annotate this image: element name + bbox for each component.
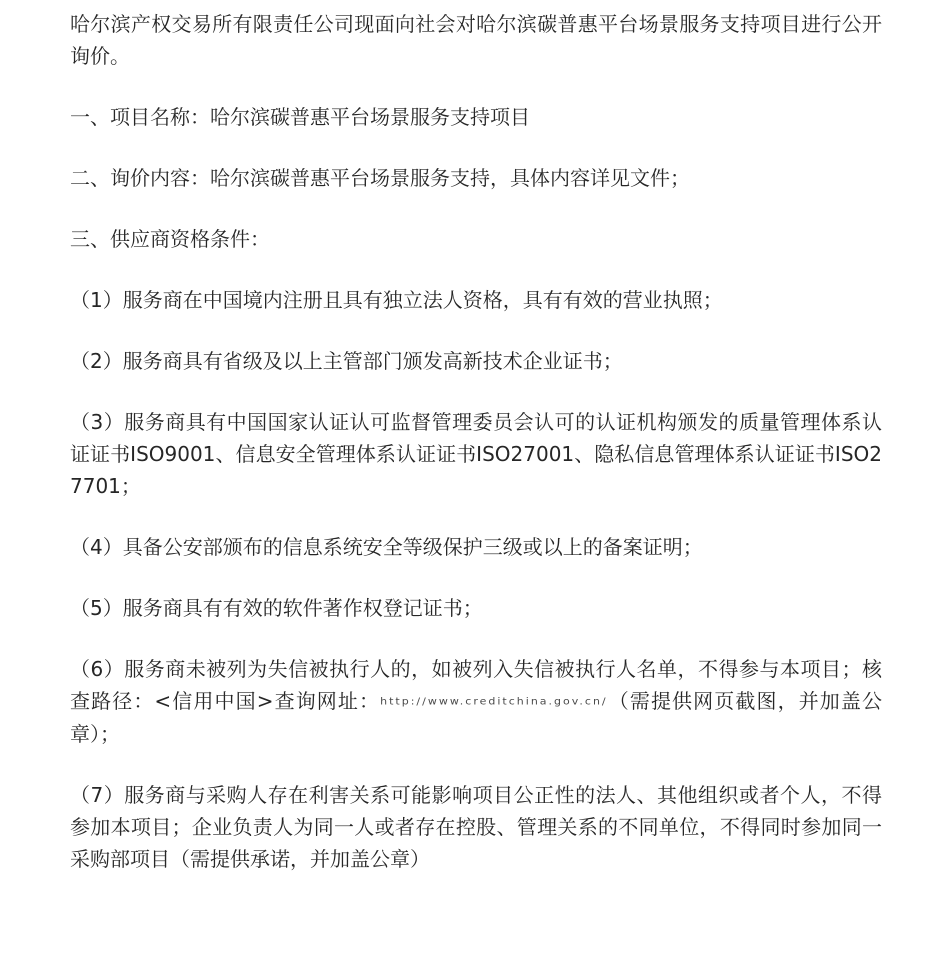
condition-4: （4）具备公安部颁布的信息系统安全等级保护三级或以上的备案证明； <box>70 535 703 559</box>
creditchina-url: http://www.creditchina.gov.cn/ <box>380 695 608 708</box>
condition-6-text: （6）服务商未被列为失信被执行人的，如被列入失信被执行人名单，不得参与本项目；核查路径：<信用中国>查询网址： <box>70 657 882 713</box>
condition-6-note: （需提供网页截图，并加盖公章）； <box>70 689 883 746</box>
condition-1: （1）服务商在中国境内注册且具有独立法人资格，具有有效的营业执照； <box>70 288 723 312</box>
condition-5: （5）服务商具有有效的软件著作权登记证书； <box>70 596 483 620</box>
condition-6 <box>70 653 882 750</box>
qualification-heading: 三、供应商资格条件： <box>70 227 270 251</box>
condition-2: （2）服务商具有省级及以上主管部门颁发高新技术企业证书； <box>70 349 623 373</box>
intro-paragraph: 哈尔滨产权交易所有限责任公司现面向社会对哈尔滨碳普惠平台场景服务支持项目进行公开询价。 <box>70 12 882 68</box>
inquiry-content: 二、询价内容：哈尔滨碳普惠平台场景服务支持，具体内容详见文件； <box>70 166 690 190</box>
condition-3: （3）服务商具有中国国家认证认可监督管理委员会认可的认证机构颁发的质量管理体系认证证书ISO9001、信息安全管理体系认证证书ISO27001、隐私信息管理体系认证证书ISO27701； <box>70 410 882 498</box>
condition-7: （7）服务商与采购人存在利害关系可能影响项目公正性的法人、其他组织或者个人，不得参加本项目；企业负责人为同一人或者存在控股、管理关系的不同单位，不得同时参加同一采购部项目（需提供承诺，并加盖公章） <box>70 783 882 871</box>
project-name: 一、项目名称：哈尔滨碳普惠平台场景服务支持项目 <box>70 105 530 129</box>
document-body <box>70 8 882 904</box>
